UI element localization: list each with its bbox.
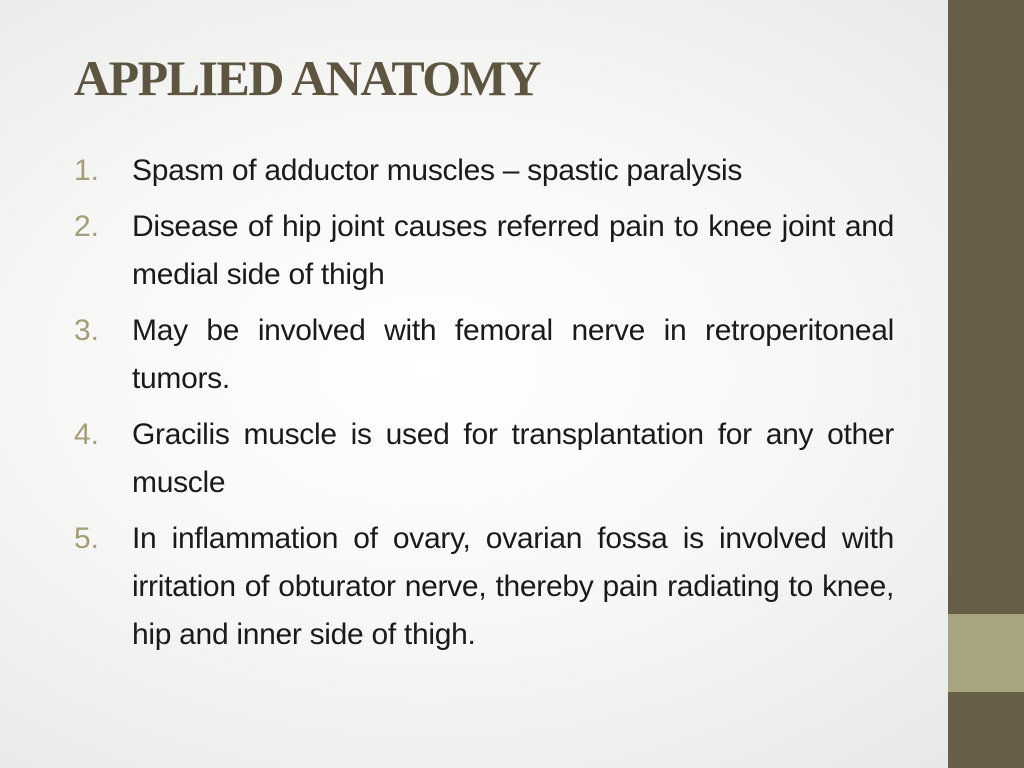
list-item-number: 5. [74, 522, 100, 555]
sidebar-accent-block [948, 614, 1024, 692]
list-item-number: 4. [74, 418, 100, 451]
list-item-number: 1. [74, 154, 100, 187]
list-item [74, 307, 894, 403]
list-item-text: In inflammation of ovary, ovarian fossa is involved with irritation of obturator nerve, thereby pain radiating to knee, hip and inner side of thigh. [132, 522, 894, 651]
list-item [74, 411, 894, 507]
list-item [74, 203, 894, 299]
list-item-text: Spasm of adductor muscles – spastic paralysis [132, 154, 743, 187]
list-item-text: Disease of hip joint causes referred pain to knee joint and medial side of thigh [132, 210, 894, 291]
list-item-number: 2. [74, 210, 100, 243]
list-item [74, 515, 894, 659]
list-item-text: May be involved with femoral nerve in retroperitoneal tumors. [132, 314, 894, 395]
list-item-text: Gracilis muscle is used for transplantation for any other muscle [132, 418, 894, 499]
numbered-list [74, 147, 894, 667]
list-item-number: 3. [74, 314, 100, 347]
list-item [74, 147, 894, 195]
slide-title: APPLIED ANATOMY [74, 50, 540, 106]
